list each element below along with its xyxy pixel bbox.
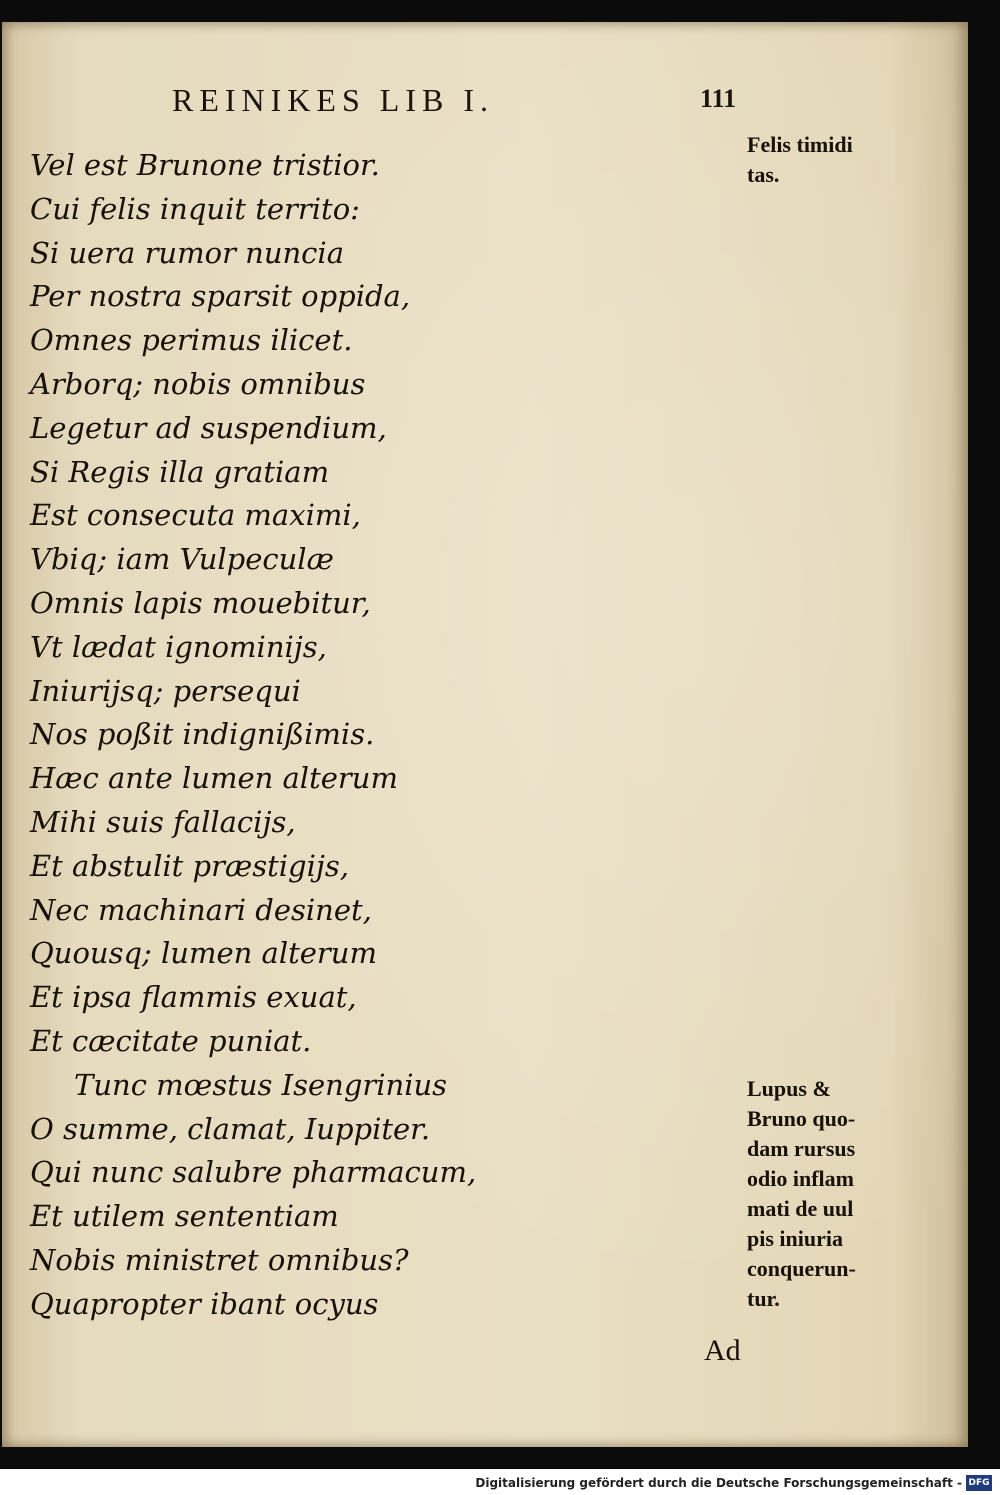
margin-note-line: Felis timidi xyxy=(747,132,853,157)
verse-line: Nos poßit indignißimis. xyxy=(30,717,375,752)
verse-line: Arborq; nobis omnibus xyxy=(30,366,366,401)
verse-line: Vbiq; iam Vulpeculæ xyxy=(30,542,334,577)
verse-line: Et ipsa flammis exuat, xyxy=(30,980,357,1015)
dfg-logo-icon: DFG xyxy=(966,1475,992,1491)
verse-line: Hæc ante lumen alterum xyxy=(30,761,398,796)
verse-line: Si uera rumor nuncia xyxy=(30,235,344,270)
verse-line: Omnis lapis mouebitur, xyxy=(30,585,371,620)
margin-note-line: tur. xyxy=(747,1286,780,1311)
verse-line: Tunc mœstus Isengrinius xyxy=(74,1067,448,1102)
verse-line: Et abstulit præstigijs, xyxy=(30,848,349,883)
verse-line: Legetur ad suspendium, xyxy=(30,410,387,445)
margin-note-line: dam rursus xyxy=(747,1136,856,1161)
verse-line: Per nostra sparsit oppida, xyxy=(30,279,411,314)
verse-line: O summe, clamat, Iuppiter. xyxy=(30,1111,431,1146)
verse-column xyxy=(30,144,490,1327)
verse-line: Omnes perimus ilicet. xyxy=(30,323,353,358)
verse-line: Et utilem sententiam xyxy=(30,1199,339,1234)
running-title: REINIKES LIB I. xyxy=(172,82,494,118)
digitization-credit: Digitalisierung gefördert durch die Deutsche Forschungsgemeinschaft - xyxy=(475,1476,962,1490)
verse-line: Nobis ministret omnibus? xyxy=(30,1242,409,1277)
verse-line: Iniurijsq; persequi xyxy=(30,673,301,708)
verse-line: Et cæcitate puniat. xyxy=(30,1023,312,1058)
verse-line: Vt lædat ignominijs, xyxy=(30,629,327,664)
margin-note-line: conquerun- xyxy=(747,1256,856,1281)
verse-line: Quousq; lumen alterum xyxy=(30,936,377,971)
verse-line: Si Regis illa gratiam xyxy=(30,454,330,489)
margin-note-line: tas. xyxy=(747,162,780,187)
verse-line: Quapropter ibant ocyus xyxy=(30,1286,379,1321)
verse-line: Est consecuta maximi, xyxy=(30,498,361,533)
margin-note-line: Lupus & xyxy=(747,1076,831,1101)
credit-bar xyxy=(0,1469,1000,1495)
margin-note-line: pis iniuria xyxy=(747,1226,843,1251)
page-number: 111 xyxy=(700,84,737,113)
margin-note-line: odio inflam xyxy=(747,1166,854,1191)
book-page xyxy=(2,22,968,1447)
verse-line: Cui felis inquit territo: xyxy=(30,191,360,226)
catchword: Ad xyxy=(704,1334,741,1367)
margin-note-line: mati de uul xyxy=(747,1196,854,1221)
verse-line: Vel est Brunone tristior. xyxy=(30,148,380,182)
margin-note-lupus xyxy=(747,1074,907,1314)
margin-note-felis xyxy=(747,130,907,190)
verse-line: Qui nunc salubre pharmacum, xyxy=(30,1155,477,1190)
verse-line: Mihi suis fallacijs, xyxy=(30,804,296,839)
margin-note-line: Bruno quo- xyxy=(747,1106,856,1131)
verse-line: Nec machinari desinet, xyxy=(30,892,372,927)
